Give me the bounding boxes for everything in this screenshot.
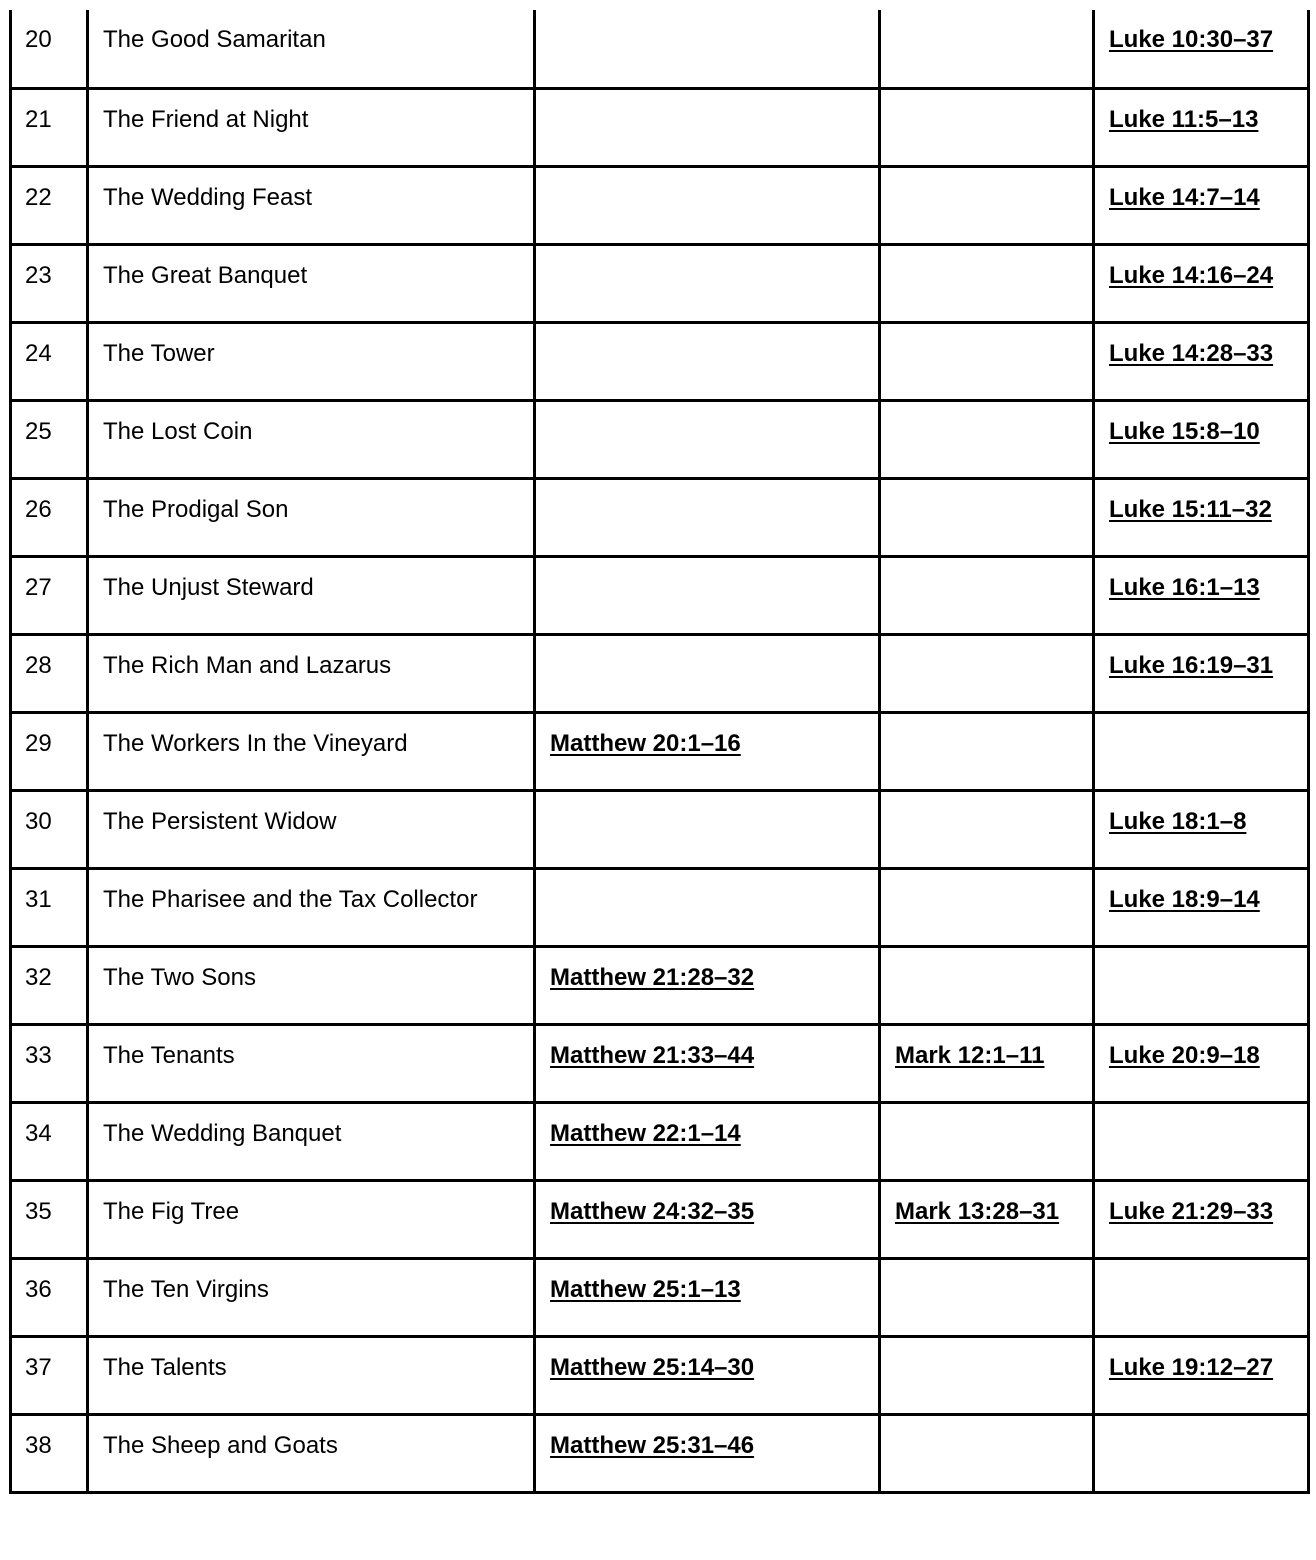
parable-number: 33 bbox=[11, 1024, 88, 1102]
mark-reference-cell bbox=[880, 1102, 1094, 1180]
table-row bbox=[11, 244, 1309, 322]
luke-reference-link[interactable]: Luke 14:16–24 bbox=[1109, 261, 1274, 289]
parable-number: 28 bbox=[11, 634, 88, 712]
matthew-reference-cell bbox=[535, 1258, 880, 1336]
parable-title-cell bbox=[88, 946, 535, 1024]
table-row bbox=[11, 790, 1309, 868]
luke-reference-cell bbox=[1094, 478, 1309, 556]
parable-title-cell bbox=[88, 322, 535, 400]
luke-reference-cell bbox=[1094, 1180, 1309, 1258]
parable-number: 32 bbox=[11, 946, 88, 1024]
matthew-reference-cell bbox=[535, 10, 880, 88]
parable-title: The Wedding Banquet bbox=[103, 1119, 342, 1147]
table-row bbox=[11, 634, 1309, 712]
luke-reference-cell bbox=[1094, 1336, 1309, 1414]
table-row bbox=[11, 712, 1309, 790]
parable-title: The Lost Coin bbox=[103, 417, 253, 445]
parable-title: The Pharisee and the Tax Collector bbox=[103, 885, 478, 913]
matthew-reference-cell bbox=[535, 634, 880, 712]
luke-reference-cell bbox=[1094, 1102, 1309, 1180]
matthew-reference-link[interactable]: Matthew 25:31–46 bbox=[550, 1431, 755, 1459]
luke-reference-link[interactable]: Luke 10:30–37 bbox=[1109, 26, 1274, 53]
parable-title-cell bbox=[88, 1258, 535, 1336]
parable-title: The Unjust Steward bbox=[103, 573, 314, 601]
parable-title: The Prodigal Son bbox=[103, 495, 289, 523]
table-row bbox=[11, 166, 1309, 244]
matthew-reference-link[interactable]: Matthew 24:32–35 bbox=[550, 1197, 755, 1225]
parable-title: The Fig Tree bbox=[103, 1197, 240, 1225]
luke-reference-cell bbox=[1094, 946, 1309, 1024]
parable-title-cell bbox=[88, 400, 535, 478]
matthew-reference-cell bbox=[535, 1180, 880, 1258]
parable-title: The Friend at Night bbox=[103, 105, 309, 133]
matthew-reference-link[interactable]: Matthew 21:28–32 bbox=[550, 963, 755, 991]
parable-number: 21 bbox=[11, 88, 88, 166]
parable-title: The Wedding Feast bbox=[103, 183, 313, 211]
table-row bbox=[11, 1180, 1309, 1258]
matthew-reference-cell bbox=[535, 1024, 880, 1102]
mark-reference-cell bbox=[880, 1024, 1094, 1102]
table-row bbox=[11, 1414, 1309, 1492]
parable-title-cell bbox=[88, 634, 535, 712]
parable-title: The Tenants bbox=[103, 1041, 235, 1069]
mark-reference-cell bbox=[880, 10, 1094, 88]
luke-reference-link[interactable]: Luke 15:8–10 bbox=[1109, 417, 1260, 445]
luke-reference-cell bbox=[1094, 556, 1309, 634]
mark-reference-cell bbox=[880, 88, 1094, 166]
parable-title-cell bbox=[88, 556, 535, 634]
mark-reference-cell bbox=[880, 868, 1094, 946]
mark-reference-cell bbox=[880, 712, 1094, 790]
parable-number: 34 bbox=[11, 1102, 88, 1180]
parable-title-cell bbox=[88, 478, 535, 556]
mark-reference-cell bbox=[880, 790, 1094, 868]
matthew-reference-link[interactable]: Matthew 25:14–30 bbox=[550, 1353, 755, 1381]
matthew-reference-cell bbox=[535, 1414, 880, 1492]
parable-title: The Two Sons bbox=[103, 963, 256, 991]
parable-number: 38 bbox=[11, 1414, 88, 1492]
parable-title-cell bbox=[88, 712, 535, 790]
mark-reference-cell bbox=[880, 166, 1094, 244]
table-row bbox=[11, 1258, 1309, 1336]
table-row bbox=[11, 946, 1309, 1024]
mark-reference-cell bbox=[880, 1180, 1094, 1258]
luke-reference-link[interactable]: Luke 21:29–33 bbox=[1109, 1197, 1274, 1225]
table-row bbox=[11, 478, 1309, 556]
luke-reference-link[interactable]: Luke 16:19–31 bbox=[1109, 651, 1274, 679]
table-row bbox=[11, 10, 1309, 88]
parable-number: 31 bbox=[11, 868, 88, 946]
table-row bbox=[11, 1024, 1309, 1102]
mark-reference-cell bbox=[880, 1258, 1094, 1336]
parable-number: 24 bbox=[11, 322, 88, 400]
mark-reference-link[interactable]: Mark 12:1–11 bbox=[895, 1041, 1045, 1069]
mark-reference-cell bbox=[880, 634, 1094, 712]
parable-title-cell bbox=[88, 1024, 535, 1102]
luke-reference-link[interactable]: Luke 14:7–14 bbox=[1109, 183, 1260, 211]
table-row bbox=[11, 88, 1309, 166]
parable-title: The Persistent Widow bbox=[103, 807, 337, 835]
parable-title-cell bbox=[88, 1102, 535, 1180]
parable-title: The Tower bbox=[103, 339, 215, 367]
matthew-reference-cell bbox=[535, 322, 880, 400]
mark-reference-cell bbox=[880, 556, 1094, 634]
luke-reference-cell bbox=[1094, 244, 1309, 322]
matthew-reference-cell bbox=[535, 478, 880, 556]
luke-reference-cell bbox=[1094, 400, 1309, 478]
luke-reference-cell bbox=[1094, 166, 1309, 244]
parable-number: 37 bbox=[11, 1336, 88, 1414]
parable-number: 29 bbox=[11, 712, 88, 790]
table-row bbox=[11, 322, 1309, 400]
matthew-reference-cell bbox=[535, 790, 880, 868]
parable-title-cell bbox=[88, 790, 535, 868]
parable-title: The Ten Virgins bbox=[103, 1275, 269, 1303]
mark-reference-cell bbox=[880, 478, 1094, 556]
parables-table bbox=[9, 10, 1310, 1494]
table-row bbox=[11, 1336, 1309, 1414]
parable-title: The Workers In the Vineyard bbox=[103, 729, 408, 757]
parable-number: 27 bbox=[11, 556, 88, 634]
luke-reference-cell bbox=[1094, 712, 1309, 790]
matthew-reference-cell bbox=[535, 1336, 880, 1414]
parable-title: The Rich Man and Lazarus bbox=[103, 651, 392, 679]
luke-reference-link[interactable]: Luke 14:28–33 bbox=[1109, 339, 1274, 367]
matthew-reference-cell bbox=[535, 556, 880, 634]
matthew-reference-link[interactable]: Matthew 20:1–16 bbox=[550, 729, 741, 757]
matthew-reference-cell bbox=[535, 712, 880, 790]
parable-number: 26 bbox=[11, 478, 88, 556]
luke-reference-link[interactable]: Luke 11:5–13 bbox=[1109, 105, 1259, 133]
luke-reference-link[interactable]: Luke 19:12–27 bbox=[1109, 1353, 1274, 1381]
mark-reference-cell bbox=[880, 400, 1094, 478]
table-row bbox=[11, 556, 1309, 634]
parable-title-cell bbox=[88, 1180, 535, 1258]
matthew-reference-cell bbox=[535, 88, 880, 166]
table-row bbox=[11, 868, 1309, 946]
parable-title-cell bbox=[88, 244, 535, 322]
parables-table-container bbox=[9, 10, 1307, 1494]
parable-title: The Great Banquet bbox=[103, 261, 308, 289]
mark-reference-cell bbox=[880, 946, 1094, 1024]
matthew-reference-cell bbox=[535, 946, 880, 1024]
parable-title-cell bbox=[88, 1336, 535, 1414]
table-row bbox=[11, 1102, 1309, 1180]
luke-reference-cell bbox=[1094, 1024, 1309, 1102]
luke-reference-link[interactable]: Luke 18:1–8 bbox=[1109, 807, 1247, 835]
luke-reference-cell bbox=[1094, 634, 1309, 712]
parable-title-cell bbox=[88, 1414, 535, 1492]
luke-reference-cell bbox=[1094, 1258, 1309, 1336]
matthew-reference-link[interactable]: Matthew 21:33–44 bbox=[550, 1041, 755, 1069]
matthew-reference-cell bbox=[535, 244, 880, 322]
matthew-reference-link[interactable]: Matthew 25:1–13 bbox=[550, 1275, 741, 1303]
mark-reference-cell bbox=[880, 244, 1094, 322]
mark-reference-link[interactable]: Mark 13:28–31 bbox=[895, 1197, 1060, 1225]
parable-title: The Good Samaritan bbox=[103, 26, 326, 53]
luke-reference-link[interactable]: Luke 20:9–18 bbox=[1109, 1041, 1260, 1069]
luke-reference-cell bbox=[1094, 868, 1309, 946]
matthew-reference-cell bbox=[535, 166, 880, 244]
parable-number: 36 bbox=[11, 1258, 88, 1336]
luke-reference-link[interactable]: Luke 16:1–13 bbox=[1109, 573, 1260, 601]
parable-number: 35 bbox=[11, 1180, 88, 1258]
matthew-reference-link[interactable]: Matthew 22:1–14 bbox=[550, 1119, 741, 1147]
luke-reference-link[interactable]: Luke 15:11–32 bbox=[1109, 495, 1272, 523]
parable-title-cell bbox=[88, 868, 535, 946]
parable-number: 23 bbox=[11, 244, 88, 322]
parable-number: 20 bbox=[11, 10, 88, 88]
parable-title-cell bbox=[88, 166, 535, 244]
parable-number: 22 bbox=[11, 166, 88, 244]
parable-title: The Talents bbox=[103, 1353, 227, 1381]
parable-number: 30 bbox=[11, 790, 88, 868]
table-row bbox=[11, 400, 1309, 478]
luke-reference-cell bbox=[1094, 322, 1309, 400]
matthew-reference-cell bbox=[535, 868, 880, 946]
luke-reference-cell bbox=[1094, 790, 1309, 868]
mark-reference-cell bbox=[880, 1414, 1094, 1492]
matthew-reference-cell bbox=[535, 1102, 880, 1180]
parable-title-cell bbox=[88, 10, 535, 88]
matthew-reference-cell bbox=[535, 400, 880, 478]
luke-reference-link[interactable]: Luke 18:9–14 bbox=[1109, 885, 1260, 913]
parables-table-body bbox=[11, 10, 1309, 1492]
mark-reference-cell bbox=[880, 1336, 1094, 1414]
luke-reference-cell bbox=[1094, 88, 1309, 166]
luke-reference-cell bbox=[1094, 1414, 1309, 1492]
luke-reference-cell bbox=[1094, 10, 1309, 88]
mark-reference-cell bbox=[880, 322, 1094, 400]
parable-number: 25 bbox=[11, 400, 88, 478]
parable-title: The Sheep and Goats bbox=[103, 1431, 338, 1459]
parable-title-cell bbox=[88, 88, 535, 166]
